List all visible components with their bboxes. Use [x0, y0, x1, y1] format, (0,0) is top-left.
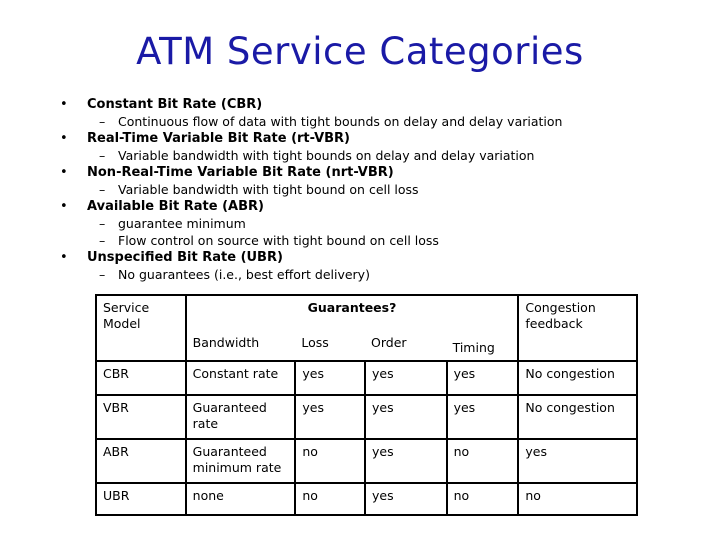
cell-bandwidth: Guaranteed minimum rate — [186, 439, 296, 483]
bullet-sub: – No guarantees (i.e., best effort delivery) — [99, 267, 370, 282]
bullet-item — [60, 249, 700, 283]
bullet-dot: • — [60, 97, 68, 112]
header-service-model: Service Model — [96, 295, 186, 361]
header-guarantees: Guarantees? — [186, 295, 519, 326]
bullet-sub-text: Variable bandwidth with tight bounds on delay and delay variation — [118, 148, 535, 163]
bullet-heading: Constant Bit Rate (CBR) — [87, 97, 263, 112]
bullet-sub: – Variable bandwidth with tight bound on cell loss — [99, 182, 419, 197]
bullet-heading: Real-Time Variable Bit Rate (rt-VBR) — [87, 131, 351, 146]
cell-bandwidth: Guaranteed rate — [186, 395, 296, 439]
cell-timing: yes — [447, 395, 519, 439]
cell-loss: yes — [295, 361, 365, 395]
header-bandwidth: Bandwidth — [186, 326, 296, 361]
cell-bandwidth: Constant rate — [186, 361, 296, 395]
cell-loss: yes — [295, 395, 365, 439]
cell-bandwidth: none — [186, 483, 296, 515]
cell-loss: no — [295, 439, 365, 483]
cell-order: yes — [365, 361, 447, 395]
header-congestion-feedback: Congestion feedback — [518, 295, 637, 361]
bullet-sub-text: Flow control on source with tight bound on cell loss — [118, 233, 439, 248]
cell-timing: yes — [447, 361, 519, 395]
header-timing: Timing — [447, 326, 519, 361]
header-loss: Loss — [295, 326, 365, 361]
cell-service: ABR — [96, 439, 186, 483]
cell-congestion: No congestion — [518, 361, 637, 395]
table-row — [96, 361, 637, 395]
bullet-dot: • — [60, 165, 68, 180]
bullet-item — [60, 164, 700, 198]
cell-service: CBR — [96, 361, 186, 395]
cell-timing: no — [447, 439, 519, 483]
bullet-heading: Available Bit Rate (ABR) — [87, 199, 264, 214]
bullet-sub-text: Continuous flow of data with tight bounds on delay and delay variation — [118, 114, 563, 129]
bullet-dot: • — [60, 250, 68, 265]
cell-order: yes — [365, 439, 447, 483]
cell-congestion: no — [518, 483, 637, 515]
cell-congestion: yes — [518, 439, 637, 483]
bullet-sub: – Flow control on source with tight bound on cell loss — [99, 233, 439, 248]
bullet-sub-text: No guarantees (i.e., best effort delivery) — [118, 267, 370, 282]
header-order: Order — [365, 326, 447, 361]
service-table — [95, 294, 638, 516]
table-row — [96, 439, 637, 483]
cell-service: UBR — [96, 483, 186, 515]
table-header-row — [96, 295, 637, 326]
bullet-heading: Non-Real-Time Variable Bit Rate (nrt-VBR) — [87, 165, 394, 180]
bullet-item — [60, 130, 700, 164]
bullet-dot: • — [60, 199, 68, 214]
cell-service: VBR — [96, 395, 186, 439]
bullet-sub-text: guarantee minimum — [118, 216, 246, 231]
cell-timing: no — [447, 483, 519, 515]
table-row — [96, 395, 637, 439]
bullet-item — [60, 198, 700, 249]
table-row — [96, 483, 637, 515]
bullet-sub-text: Variable bandwidth with tight bound on cell loss — [118, 182, 419, 197]
cell-order: yes — [365, 395, 447, 439]
bullet-sub: – Continuous flow of data with tight bounds on delay and delay variation — [99, 114, 563, 129]
bullet-item — [60, 96, 700, 130]
bullet-list — [60, 96, 700, 283]
cell-loss: no — [295, 483, 365, 515]
cell-congestion: No congestion — [518, 395, 637, 439]
bullet-sub: – Variable bandwidth with tight bounds on delay and delay variation — [99, 148, 535, 163]
slide-title: ATM Service Categories — [136, 30, 584, 73]
bullet-dot: • — [60, 131, 68, 146]
bullet-heading: Unspecified Bit Rate (UBR) — [87, 250, 283, 265]
cell-order: yes — [365, 483, 447, 515]
bullet-sub: – guarantee minimum — [99, 216, 246, 231]
